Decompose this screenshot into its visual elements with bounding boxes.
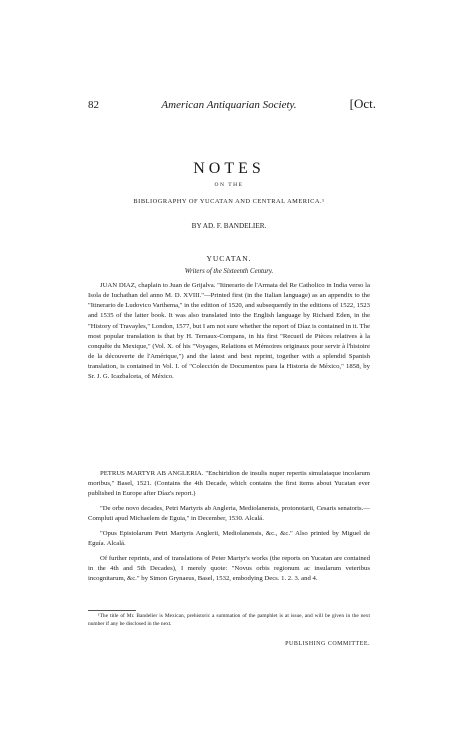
publishing-committee-signature: PUBLISHING COMMITTEE.	[285, 641, 370, 647]
running-head	[88, 96, 376, 113]
article-on-the: ON THE	[214, 182, 244, 188]
running-title: American Antiquarian Society.	[161, 99, 297, 111]
paragraph-opus-epistolarum: "Opus Epistolarum Petri Martyris Anglerii, Mediolanensis, &c., &c." Also printed by Miguel de Eguía. Alcalá.	[88, 530, 370, 548]
section-heading: YUCATAN.	[206, 254, 252, 263]
running-month: [Oct.	[349, 96, 376, 111]
paragraph-petrus-martyr: PETRUS MARTYR AB ANGLERIA. "Enchiridion de insulis nuper repertis simulataque incolarum moribus," Basel, 1521. (Contains the 4th Decade, which contains the first items about Yucatan ever published in Europe after Díaz's report.)	[88, 470, 370, 498]
paragraph-further-reprints: Of further reprints, and of translations of Peter Martyr's works (the reports on Yucatan are contained in the 4th and 5th Decades), I merely quote: "Novus orbis regionum ac insularum veteribus incognitarum, &c." by Simon Grynaeus, Basel, 1532, embodying Decs. 1. 2. 3. and 4.	[88, 555, 370, 583]
article-title: NOTES	[193, 160, 265, 177]
footnote-divider	[88, 610, 136, 611]
section-subheading: Writers of the Sixteenth Century.	[184, 268, 274, 275]
footnote: ¹The title of Mr. Bandelier is Mexican, prehistoric a summation of the pamphlet is at issue, and will be given in the next number if any be disclosed in the next.	[88, 613, 370, 627]
page-number: 82	[88, 99, 99, 111]
article-byline: BY AD. F. BANDELIER.	[191, 222, 267, 230]
article-subtitle: BIBLIOGRAPHY OF YUCATAN AND CENTRAL AMERICA.¹	[133, 198, 325, 205]
paragraph-juan-diaz: JUAN DIAZ, chaplain to Juan de Grijalva. "Itinerario de l'Armata del Re Catholico in India verso la Isola de Iuchathan del anno M. D. XVIII."—Printed first (in the Italian language) as an appendix to the "Itinerario de Ludovico Varthema," in the edition of 1520, and subsequently in the editions of 1522, 1523 and 1535 of the latter book. It was also translated into the English language by Richard Eden, in the "History of Travayles," London, 1577, but I am not sure whether the report of Díaz is contained in it. The most popular translation is that by H. Ternaux-Compans, in his first "Recueil de Pièces relatives à la conquête du Mexique," (Vol. X. of his "Voyages, Relations et Mémoires originaux pour servir à l'histoire de la découverte de l'Amérique,") and the latest and best reprint, together with a splendid Spanish translation, is contained in Vol. I. of "Colección de Documentos para la Historia de México," 1858, by Sr. J. G. Icazbalceta, of México.	[88, 282, 370, 381]
paragraph-de-orbe-novo: "De orbe novo decades, Petri Martyris ab Angleria, Mediolanensis, protonotarii, Cesaris senatoris.—Compluti apud Michaelem de Eguia," in December, 1530. Alcalá.	[88, 505, 370, 523]
